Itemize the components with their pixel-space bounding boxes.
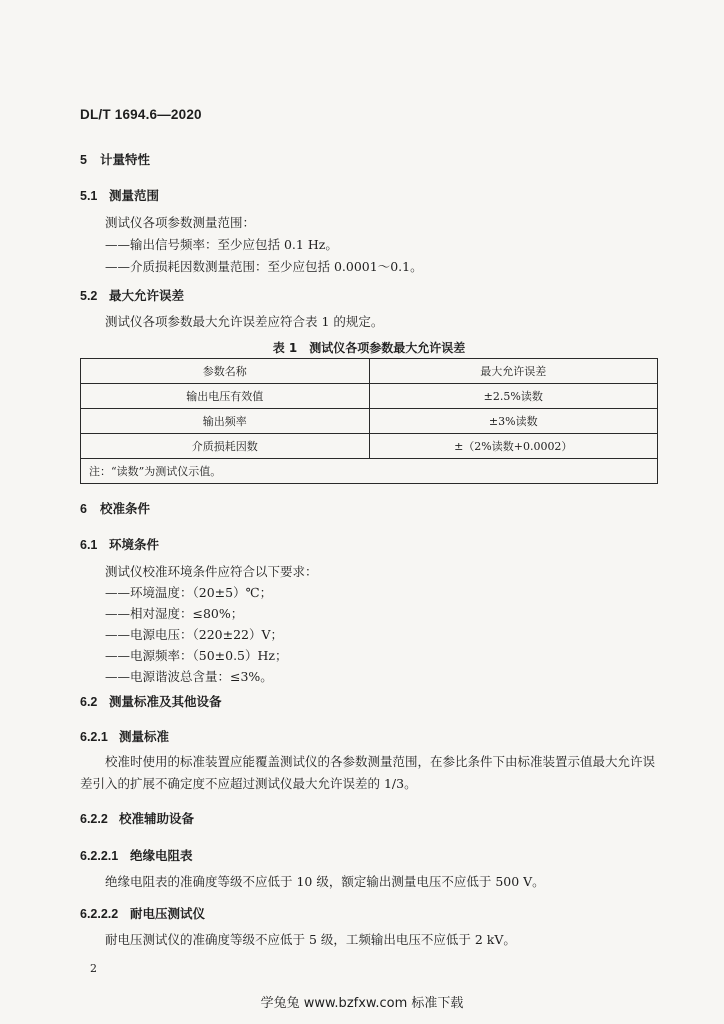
section-6-2-heading [80, 692, 222, 710]
list-item: ——环境温度：（20±5）℃； [105, 585, 273, 600]
page-number: 2 [90, 962, 97, 975]
section-5-heading [80, 150, 150, 168]
section-title: 计量特性 [100, 152, 151, 167]
list-item: ——介质损耗因数测量范围：至少应包括 0.0001～0.1。 [105, 259, 423, 274]
section-title: 校准条件 [100, 501, 151, 516]
section-number: 5 [80, 153, 87, 167]
section-number: 5.1 [80, 189, 98, 203]
section-number: 6.1 [80, 538, 98, 552]
table-row [81, 409, 658, 434]
watermark-footer: 学兔兔 www.bzfxw.com 标准下载 [260, 996, 464, 1011]
section-number: 6.2.2.1 [80, 849, 119, 863]
section-number: 6.2.1 [80, 730, 108, 744]
section-6-2-2-1-heading [80, 846, 193, 864]
section-title: 耐电压测试仪 [130, 906, 206, 921]
section-6-2-2-heading [80, 809, 194, 827]
table-cell: 输出频率 [81, 409, 370, 434]
section-number: 6.2.2 [80, 812, 108, 826]
table-cell: ±2.5%读数 [369, 384, 658, 409]
section-title: 测量范围 [109, 188, 160, 203]
table-cell: 介质损耗因数 [81, 434, 370, 459]
paragraph-line: 测试仪校准环境条件应符合以下要求： [105, 564, 318, 579]
section-6-heading [80, 499, 150, 517]
paragraph: 校准时使用的标准装置应能覆盖测试仪的各参数测量范围，在参比条件下由标准装置示值最大允许误差引入的扩展不确定度不应超过测试仪最大允许误差的 1/3。 [80, 754, 656, 791]
section-number: 5.2 [80, 289, 98, 303]
table-cell: 输出电压有效值 [81, 384, 370, 409]
table-cell: ±3%读数 [369, 409, 658, 434]
section-number: 6 [80, 502, 87, 516]
paragraph-line: 测试仪各项参数测量范围： [105, 215, 256, 230]
table-note: 注：“读数”为测试仪示值。 [81, 459, 658, 484]
column-header: 最大允许误差 [369, 359, 658, 384]
document-code: DL/T 1694.6—2020 [80, 107, 202, 122]
paragraph: 耐电压测试仪的准确度等级不应低于 5 级，工频输出电压不应低于 2 kV。 [105, 932, 516, 947]
list-item: ——相对湿度：≤80%； [105, 606, 244, 621]
section-title: 环境条件 [109, 537, 160, 552]
list-item: ——输出信号频率：至少应包括 0.1 Hz。 [105, 237, 338, 252]
table-cell: ±（2%读数+0.0002） [369, 434, 658, 459]
table-row [81, 434, 658, 459]
table-note-row [81, 459, 658, 484]
section-title: 测量标准 [119, 729, 170, 744]
section-number: 6.2 [80, 695, 98, 709]
table-row [81, 384, 658, 409]
section-6-2-1-heading [80, 727, 169, 745]
section-number: 6.2.2.2 [80, 907, 119, 921]
column-header: 参数名称 [81, 359, 370, 384]
section-6-2-2-2-heading [80, 904, 205, 922]
section-title: 测量标准及其他设备 [109, 694, 222, 709]
list-item: ——电源电压：（220±22）V； [105, 627, 284, 642]
list-item: ——电源谐波总含量：≤3%。 [105, 669, 273, 684]
paragraph: 测试仪各项参数最大允许误差应符合表 1 的规定。 [105, 314, 384, 329]
section-5-1-heading [80, 186, 159, 204]
section-6-1-heading [80, 535, 159, 553]
section-title: 校准辅助设备 [119, 811, 195, 826]
table-caption: 表 1 测试仪各项参数最大允许误差 [272, 341, 466, 355]
section-5-2-heading [80, 286, 184, 304]
section-title: 最大允许误差 [109, 288, 185, 303]
paragraph: 绝缘电阻表的准确度等级不应低于 10 级，额定输出测量电压不应低于 500 V。 [105, 874, 545, 889]
list-item: ——电源频率：（50±0.5）Hz； [105, 648, 288, 663]
section-title: 绝缘电阻表 [130, 848, 193, 863]
error-limits-table [80, 358, 658, 484]
table-header-row [81, 359, 658, 384]
